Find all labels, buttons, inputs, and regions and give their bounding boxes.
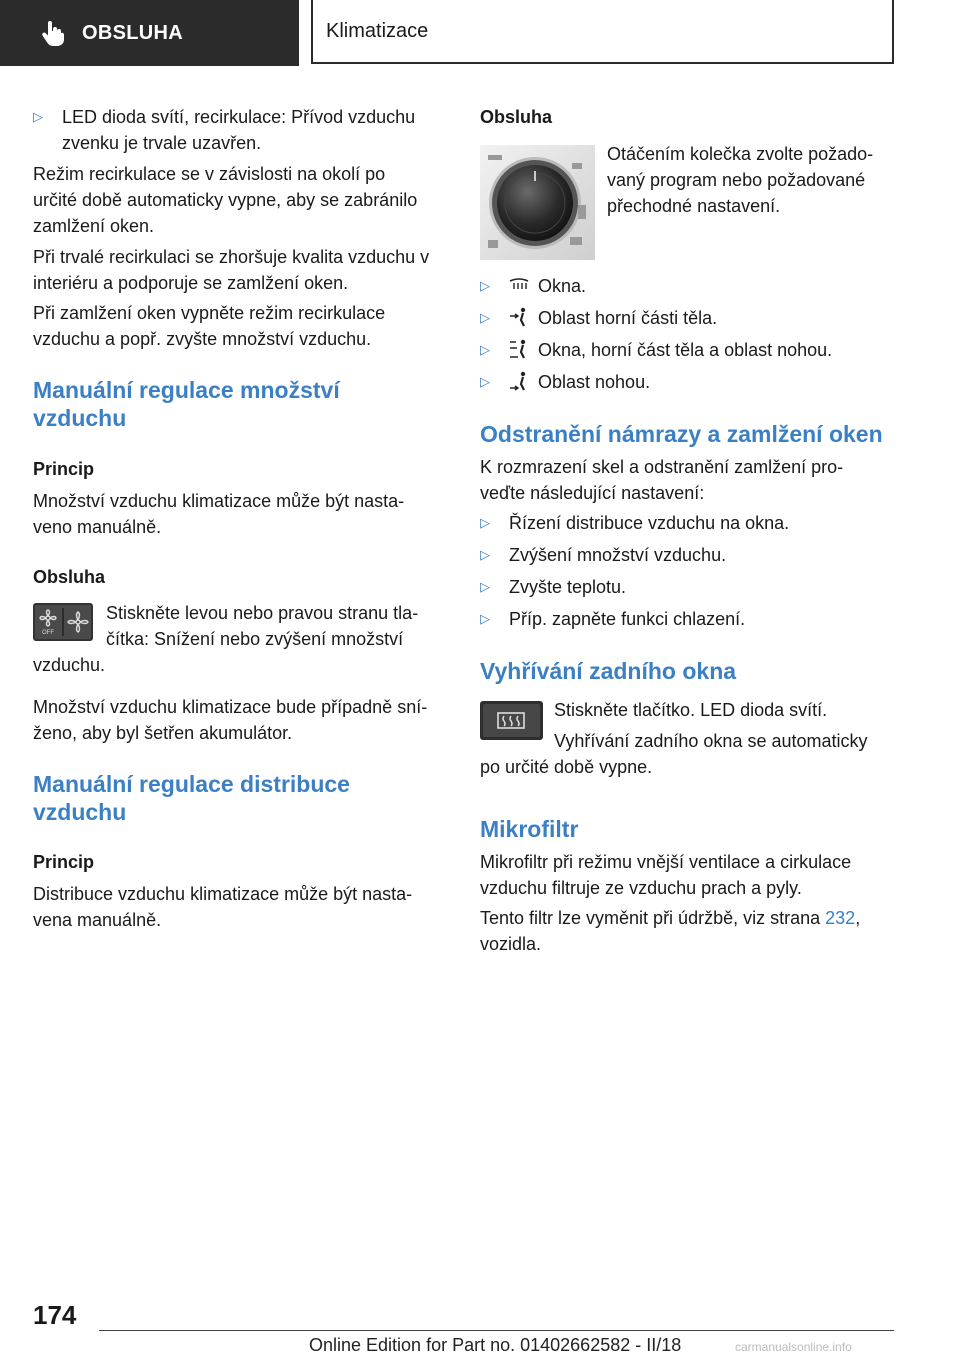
- list-item-text: Okna.: [538, 276, 587, 296]
- paragraph: Otáčením kolečka zvolte požado- vaný program nebo požadované přechodné nastavení.: [607, 144, 874, 216]
- paragraph: Množství vzduchu klimatizace bude případně sní- ženo, aby byl šetřen akumulátor.: [33, 697, 428, 743]
- paragraph: Režim recirkulace se v závislosti na okolí po určité době automaticky vypne, aby se zabránilo zamlžení oken.: [33, 164, 418, 236]
- chapter-tab[interactable]: [311, 0, 894, 64]
- section-label: OBSLUHA: [82, 21, 183, 44]
- page-reference-link[interactable]: 232: [825, 908, 856, 928]
- bullet-triangle-icon: ▷: [480, 278, 490, 293]
- paragraph: Při zamlžení oken vypněte režim recirkulace vzduchu a popř. zvyšte množství vzduchu.: [33, 303, 386, 349]
- distribution-knob-image: [480, 145, 595, 260]
- bullet-triangle-icon: ▷: [33, 109, 43, 124]
- paragraph: Při trvalé recirkulaci se zhoršuje kvalita vzduchu v interiéru a podporuje se zamlžení oken.: [33, 247, 430, 293]
- fan-speed-button-image: [33, 603, 93, 641]
- windshield-body-feet-airflow-icon: [508, 339, 530, 361]
- paragraph: Stiskněte tlačítko. LED dioda svítí.: [554, 700, 828, 720]
- page-header: [0, 0, 960, 66]
- bullet-triangle-icon: ▷: [480, 579, 490, 594]
- bullet-triangle-icon: ▷: [480, 611, 490, 626]
- section-tab[interactable]: [0, 0, 299, 66]
- footer-divider: [99, 1330, 894, 1331]
- paragraph: K rozmrazení skel a odstranění zamlžení pro- veďte následující nastavení:: [480, 457, 844, 503]
- section-heading: Mikrofiltr: [480, 816, 579, 842]
- paragraph: Mikrofiltr při režimu vnější ventilace a cirkulace vzduchu filtruje ze vzduchu prach a pyly.: [480, 852, 852, 898]
- list-item-text: Příp. zapněte funkci chlazení.: [509, 609, 746, 629]
- bullet-triangle-icon: ▷: [480, 342, 490, 357]
- subheading: Obsluha: [480, 107, 553, 127]
- off-label: OFF: [42, 630, 54, 636]
- paragraph: po určité době vypne.: [480, 757, 653, 777]
- list-item-text: Okna, horní část těla a oblast nohou.: [538, 340, 833, 360]
- list-item-text: Zvýšení množství vzduchu.: [509, 545, 727, 565]
- subheading: Princip: [33, 459, 95, 479]
- paragraph: Distribuce vzduchu klimatizace může být nasta- vena manuálně.: [33, 884, 413, 930]
- watermark: carmanualsonline.info: [735, 1340, 852, 1354]
- bullet-triangle-icon: ▷: [480, 374, 490, 389]
- paragraph: Množství vzduchu klimatizace může být nasta- veno manuálně.: [33, 491, 405, 537]
- subheading: Obsluha: [33, 567, 106, 587]
- chapter-label: Klimatizace: [326, 19, 429, 42]
- subheading: Princip: [33, 852, 95, 872]
- section-heading: Vyhřívání zadního okna: [480, 658, 737, 684]
- list-item-text: Zvyšte teplotu.: [509, 577, 627, 597]
- bullet-triangle-icon: ▷: [480, 515, 490, 530]
- list-item-text: Oblast nohou.: [538, 372, 651, 392]
- bullet-triangle-icon: ▷: [480, 547, 490, 562]
- section-heading: Odstranění námrazy a zamlžení oken: [480, 421, 883, 447]
- bullet-triangle-icon: ▷: [480, 310, 490, 325]
- upper-body-airflow-icon: [508, 307, 530, 329]
- paragraph: Stiskněte levou nebo pravou stranu tla- čítka: Snížení nebo zvýšení množství: [106, 603, 419, 649]
- windshield-icon: [508, 277, 530, 293]
- rear-window-heating-button-image: [480, 701, 543, 740]
- pointing-hand-icon: [40, 20, 66, 46]
- list-item-text: Oblast horní části těla.: [538, 308, 718, 328]
- paragraph: Vyhřívání zadního okna se automaticky: [554, 731, 868, 751]
- list-item-text: Řízení distribuce vzduchu na okna.: [509, 513, 790, 533]
- paragraph: vzduchu.: [33, 655, 106, 675]
- section-heading: Manuální regulace množství vzduchu: [33, 377, 340, 431]
- list-item-text: LED dioda svítí, recirkulace: Přívod vzduchu zvenku je trvale uzavřen.: [62, 107, 416, 153]
- footwell-airflow-icon: [508, 371, 530, 393]
- page-number: 174: [33, 1300, 77, 1330]
- edition-label: Online Edition for Part no. 01402662582 - II/18: [309, 1335, 682, 1355]
- section-heading: Manuální regulace distribuce vzduchu: [33, 771, 350, 825]
- paragraph: Tento filtr lze vyměnit při údržbě, viz strana 232, vozidla.: [480, 908, 861, 954]
